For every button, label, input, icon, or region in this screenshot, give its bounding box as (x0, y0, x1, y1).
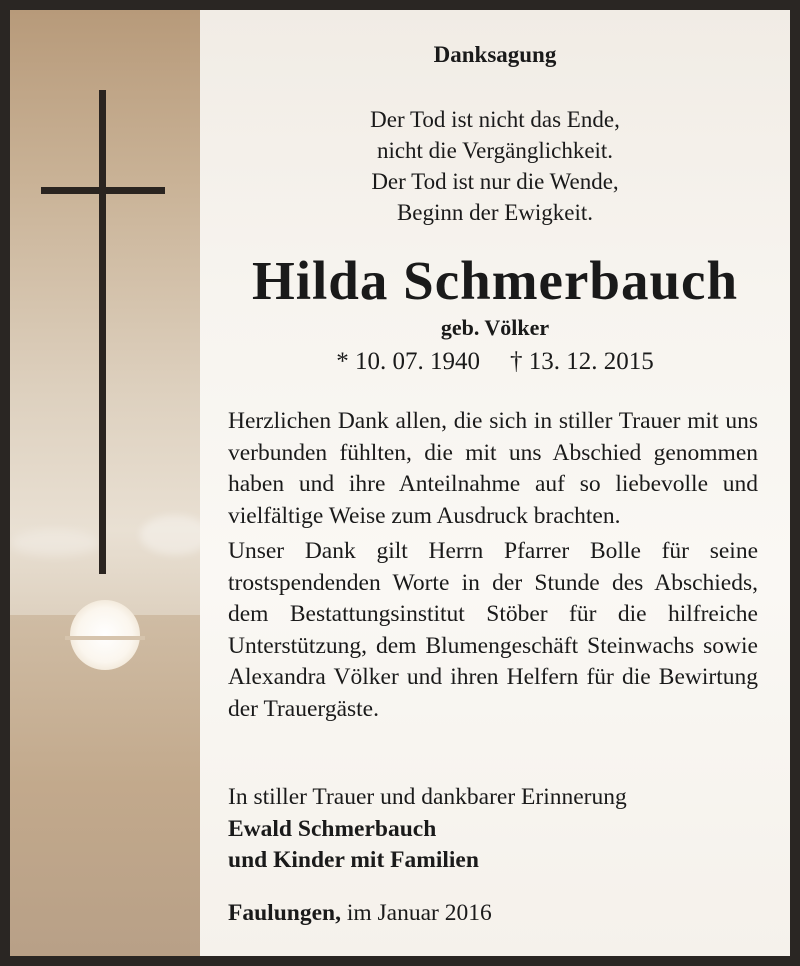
sunset-image-panel (10, 10, 200, 956)
cloud (140, 515, 200, 555)
deceased-name: Hilda Schmerbauch (251, 250, 739, 311)
life-dates (200, 348, 790, 376)
signer-name: Ewald Schmerbauch (228, 815, 437, 842)
sun-reflection-line (65, 636, 145, 640)
poem-line: nicht die Vergänglichkeit. (376, 138, 614, 163)
thanks-text (228, 406, 758, 729)
place: Faulungen, (228, 900, 341, 926)
date: im Januar 2016 (346, 900, 492, 926)
cross-icon-vertical (99, 90, 106, 574)
poem-line: Beginn der Ewigkeit. (396, 200, 594, 225)
poem-line: Der Tod ist nur die Wende, (371, 169, 619, 194)
place-date (228, 898, 768, 929)
closing-line: In stiller Trauer und dankbarer Erinnerung (228, 784, 627, 810)
thanks-paragraph: Herzlichen Dank allen, die sich in stiller Trauer mit uns verbunden fühlten, die mit uns Abschied genommen haben und ihre Anteilnahme auf so liebevolle und vielfältige Weise zum Ausdruck brachten. (228, 408, 758, 529)
closing-block (228, 782, 768, 877)
signer-family: und Kinder mit Familien (228, 847, 479, 873)
death-date: † 13. 12. 2015 (510, 348, 654, 375)
setting-sun (70, 600, 140, 670)
cross-icon-horizontal (41, 187, 165, 194)
birth-date: * 10. 07. 1940 (336, 348, 480, 375)
poem (200, 104, 790, 228)
poem-line: Der Tod ist nicht das Ende, (370, 107, 620, 132)
notice-heading: Danksagung (433, 42, 557, 67)
maiden-name: geb. Völker (440, 315, 550, 340)
thanks-paragraph: Unser Dank gilt Herrn Pfarrer Bolle für seine trostspendenden Worte in der Stunde des Abschieds, dem Bestattungsinstitut Stöber für die hilfreiche Unterstützung, dem Blumengeschäft Steinwachs sowie Alexandra Völker und ihren Helfern für die Bewirtung der Trauergäste. (228, 538, 758, 722)
cloud (10, 530, 100, 556)
